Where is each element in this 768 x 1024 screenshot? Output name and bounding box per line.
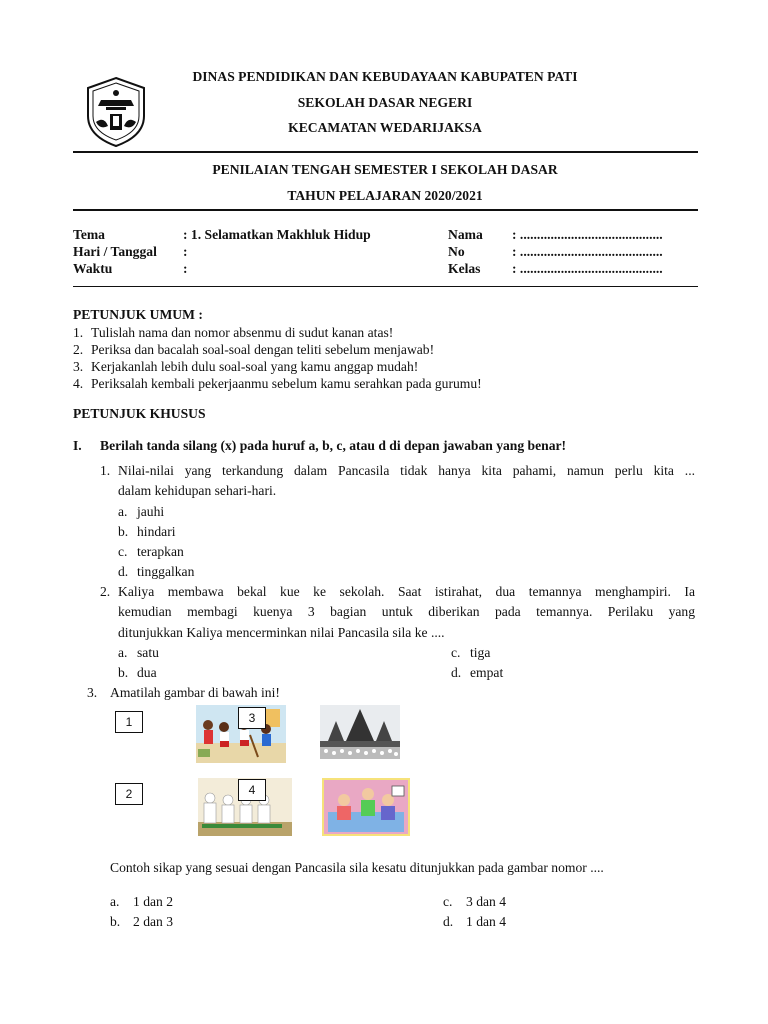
- option-text[interactable]: hindari: [137, 524, 176, 539]
- option-letter: d.: [118, 564, 129, 579]
- regency-logo: [84, 76, 148, 148]
- option-text[interactable]: tinggalkan: [137, 564, 195, 579]
- no-label: No: [448, 244, 465, 259]
- question-number: 2.: [100, 584, 111, 599]
- petunjuk-umum-item: Tulislah nama dan nomor absenmu di sudut kanan atas!: [91, 325, 394, 340]
- nama-field[interactable]: : ..........................................: [512, 227, 663, 242]
- waktu-value: :: [183, 261, 188, 276]
- picture-number-box: 1: [115, 711, 143, 733]
- petunjuk-umum-num: 4.: [73, 376, 84, 391]
- option-letter: c.: [451, 645, 461, 660]
- petunjuk-khusus-title: PETUNJUK KHUSUS: [73, 406, 206, 421]
- question-text: kemudian membagi kuenya 3 bagian untuk diberikan pada temannya. Perilaku yang: [118, 604, 695, 619]
- nama-label: Nama: [448, 227, 483, 242]
- tema-label: Tema: [73, 227, 105, 242]
- picture-family: [322, 778, 410, 836]
- section-instruction: Berilah tanda silang (x) pada huruf a, b, c, atau d di depan jawaban yang benar!: [100, 438, 567, 453]
- petunjuk-umum-item: Periksa dan bacalah soal-soal dengan teliti sebelum menjawab!: [91, 342, 435, 357]
- question-text: Contoh sikap yang sesuai dengan Pancasila sila kesatu ditunjukkan pada gambar nomor ....: [110, 860, 604, 875]
- section-number: I.: [73, 438, 82, 453]
- option-text[interactable]: jauhi: [137, 504, 165, 519]
- question-number: 3.: [87, 685, 98, 700]
- option-text[interactable]: 3 dan 4: [466, 894, 507, 909]
- option-text[interactable]: empat: [470, 665, 504, 680]
- petunjuk-umum-item: Periksalah kembali pekerjaanmu sebelum kamu serahkan pada gurumu!: [91, 376, 482, 391]
- petunjuk-umum-num: 2.: [73, 342, 84, 357]
- info-rule: [73, 286, 698, 287]
- option-letter: a.: [118, 645, 128, 660]
- option-letter: b.: [118, 524, 129, 539]
- hari-value: :: [183, 244, 188, 259]
- option-letter: b.: [118, 665, 129, 680]
- hari-label: Hari / Tanggal: [73, 244, 157, 259]
- exam-year: TAHUN PELAJARAN 2020/2021: [287, 188, 483, 203]
- option-letter: a.: [118, 504, 128, 519]
- option-text[interactable]: dua: [137, 665, 157, 680]
- option-letter: d.: [451, 665, 462, 680]
- question-text: Kaliya membawa bekal kue ke sekolah. Saat istirahat, dua temannya menghampiri. Ia: [118, 584, 695, 599]
- question-text: dalam kehidupan sehari-hari.: [118, 483, 277, 498]
- header-rule: [73, 151, 698, 153]
- picture-number-box: 4: [238, 779, 266, 801]
- no-field[interactable]: : ..........................................: [512, 244, 663, 259]
- option-text[interactable]: terapkan: [137, 544, 184, 559]
- picture-temple: [320, 705, 400, 759]
- question-text: Nilai-nilai yang terkandung dalam Pancasila tidak hanya kita pahami, namun perlu kita ...: [118, 463, 695, 478]
- option-text[interactable]: satu: [137, 645, 159, 660]
- petunjuk-umum-num: 3.: [73, 359, 84, 374]
- picture-number-box: 2: [115, 783, 143, 805]
- kelas-label: Kelas: [448, 261, 481, 276]
- option-letter: c.: [443, 894, 453, 909]
- question-number: 1.: [100, 463, 111, 478]
- option-letter: b.: [110, 914, 121, 929]
- option-letter: c.: [118, 544, 128, 559]
- option-text[interactable]: 1 dan 2: [133, 894, 174, 909]
- agency-name: DINAS PENDIDIKAN DAN KEBUDAYAAN KABUPATEN PATI: [192, 69, 578, 84]
- title-rule: [73, 209, 698, 211]
- district-name: KECAMATAN WEDARIJAKSA: [288, 120, 482, 135]
- option-text[interactable]: 2 dan 3: [133, 914, 174, 929]
- option-letter: a.: [110, 894, 120, 909]
- kelas-field[interactable]: : ..........................................: [512, 261, 663, 276]
- waktu-label: Waktu: [73, 261, 113, 276]
- picture-number-box: 3: [238, 707, 266, 729]
- question-text: Amatilah gambar di bawah ini!: [110, 685, 280, 700]
- tema-value: : 1. Selamatkan Makhluk Hidup: [183, 227, 371, 242]
- option-text[interactable]: tiga: [470, 645, 491, 660]
- petunjuk-umum-title: PETUNJUK UMUM :: [73, 307, 203, 322]
- exam-title: PENILAIAN TENGAH SEMESTER I SEKOLAH DASAR: [212, 162, 558, 177]
- petunjuk-umum-num: 1.: [73, 325, 84, 340]
- question-text: ditunjukkan Kaliya mencerminkan nilai Pancasila sila ke ....: [118, 625, 445, 640]
- school-name: SEKOLAH DASAR NEGERI: [297, 95, 473, 110]
- petunjuk-umum-item: Kerjakanlah lebih dulu soal-soal yang kamu anggap mudah!: [91, 359, 419, 374]
- option-text[interactable]: 1 dan 4: [466, 914, 507, 929]
- option-letter: d.: [443, 914, 454, 929]
